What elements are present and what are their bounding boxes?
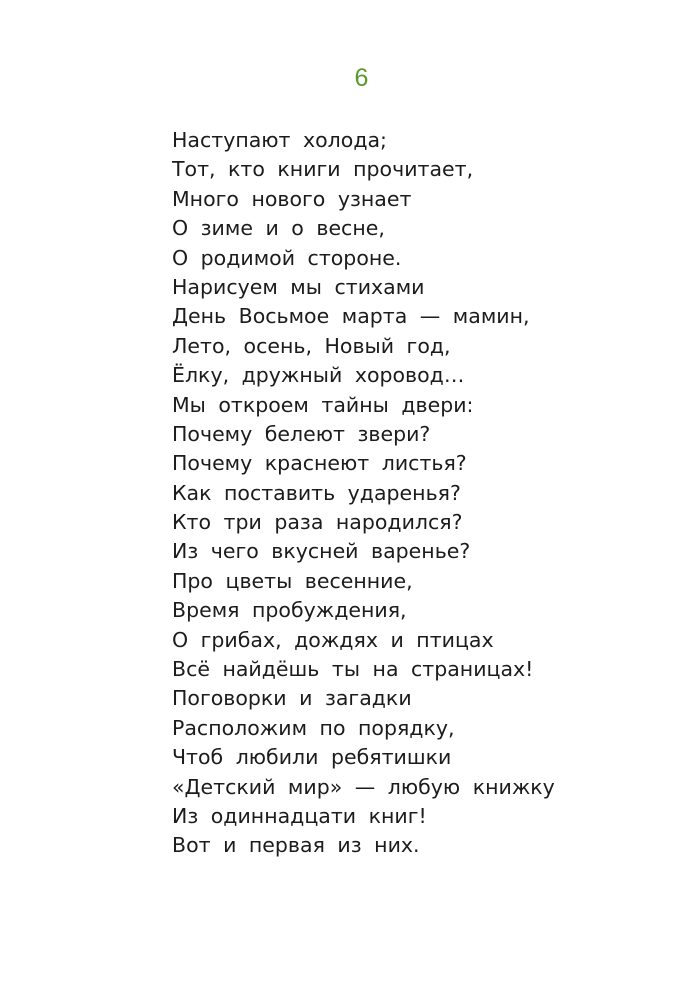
poem-line: Поговорки и загадки: [172, 686, 412, 711]
poem-line: Много нового узнает: [172, 186, 412, 211]
poem-line: Почему краснеют листья?: [172, 451, 467, 476]
poem-line: Наступают холода;: [172, 128, 387, 152]
poem-line: О зиме и о весне,: [172, 216, 385, 241]
poem-line: Вот и первая из них.: [172, 833, 420, 858]
poem-line: Расположим по порядку,: [172, 715, 455, 740]
poem-line: Про цветы весенние,: [172, 568, 413, 593]
poem-line: День Восьмое марта — мамин,: [172, 304, 530, 329]
poem-line: Мы откроем тайны двери:: [172, 392, 474, 417]
poem-line: Нарисуем мы стихами: [172, 274, 425, 299]
poem-line: Чтоб любили ребятишки: [172, 745, 452, 770]
poem-line: Ёлку, дружный хоровод…: [172, 363, 465, 388]
poem-line: Всё найдёшь ты на страницах!: [172, 657, 534, 682]
poem-line: «Детский мир» — любую книжку: [172, 774, 555, 799]
poem: [172, 126, 555, 861]
poem-line: Лето, осень, Новый год,: [172, 333, 451, 358]
poem-line: Почему белеют звери?: [172, 421, 431, 446]
poem-line: Из одиннадцати книг!: [172, 803, 427, 828]
poem-line: Из чего вкусней варенье?: [172, 539, 471, 564]
poem-line: О родимой стороне.: [172, 245, 402, 270]
page-number: 6: [354, 64, 369, 92]
poem-line: Время пробуждения,: [172, 598, 407, 623]
poem-line: Тот, кто книги прочитает,: [172, 157, 474, 182]
poem-line: Как поставить ударенья?: [172, 480, 461, 505]
poem-line: О грибах, дождях и птицах: [172, 627, 494, 652]
poem-line: Кто три раза народился?: [172, 510, 463, 535]
